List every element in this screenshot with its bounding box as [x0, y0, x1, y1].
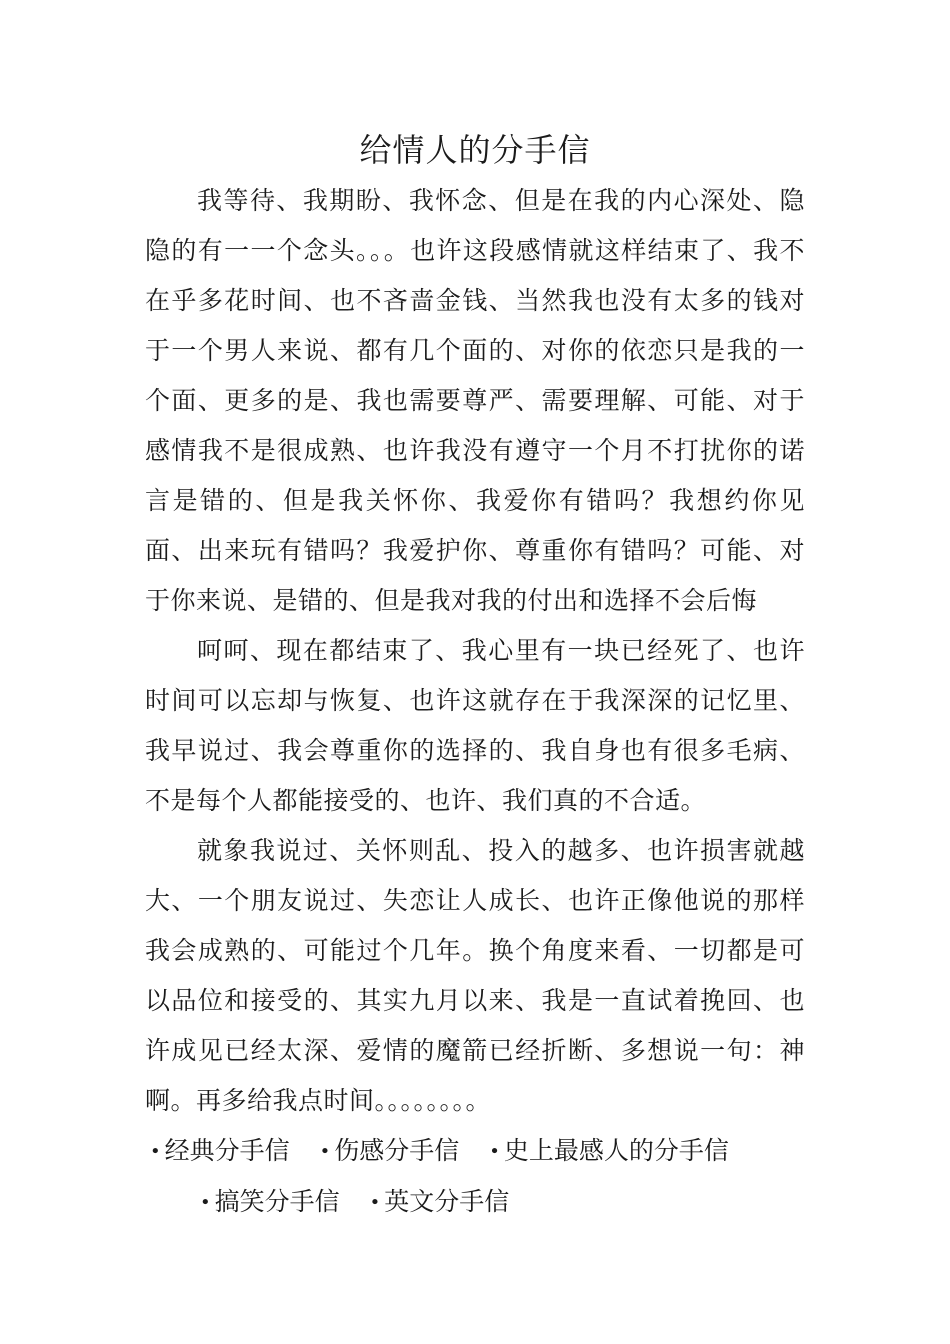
link-classic-breakup-letter[interactable]: [150, 1136, 290, 1165]
bullet-icon: •: [319, 1141, 331, 1162]
paragraph-3: 就象我说过、关怀则乱、投入的越多、也许损害就越大、一个朋友说过、失恋让人成长、也许正像他说的那样我会成熟的、可能过个几年。换个角度来看、一切都是可以品位和接受的、其实九月以来、我是一直试着挽回、也许成见已经太深、爱情的魔箭已经折断、多想说一句：神啊。再多给我点时间。。。。。。。。: [145, 836, 805, 1115]
link-sad-breakup-letter[interactable]: [320, 1136, 460, 1165]
paragraph-1: 我等待、我期盼、我怀念、但是在我的内心深处、隐隐的有一一个念头。。。也许这段感情就这样结束了、我不在乎多花时间、也不吝啬金钱、当然我也没有太多的钱对于一个男人来说、都有几个面的、对你的依恋只是我的一个面、更多的是、我也需要尊严、需要理解、可能、对于感情我不是很成熟、也许我没有遵守一个月不打扰你的诺言是错的、但是我关怀你、我爱你有错吗？我想约你见面、出来玩有错吗？我爱护你、尊重你有错吗？可能、对于你来说、是错的、但是我对我的付出和选择不会后悔: [145, 186, 805, 615]
link-label: 伤感分手信: [334, 1136, 460, 1165]
link-english-breakup-letter[interactable]: [370, 1187, 510, 1216]
link-label: 英文分手信: [384, 1187, 510, 1216]
bullet-icon: •: [150, 1141, 161, 1162]
document-title: 给情人的分手信: [359, 131, 591, 169]
link-label: 搞笑分手信: [214, 1187, 340, 1216]
bullet-icon: •: [200, 1192, 211, 1213]
link-most-touching-breakup-letter[interactable]: [489, 1136, 729, 1165]
document-body: [145, 176, 805, 1228]
link-label: 经典分手信: [164, 1136, 290, 1165]
related-links: [145, 1126, 805, 1228]
bullet-icon: •: [369, 1192, 381, 1213]
bullet-icon: •: [489, 1141, 500, 1162]
link-label: 史上最感人的分手信: [503, 1136, 729, 1165]
link-funny-breakup-letter[interactable]: [200, 1187, 340, 1216]
paragraph-2: 呵呵、现在都结束了、我心里有一块已经死了、也许时间可以忘却与恢复、也许这就存在于我深深的记忆里、我早说过、我会尊重你的选择的、我自身也有很多毛病、不是每个人都能接受的、也许、我们真的不合适。: [145, 636, 805, 815]
